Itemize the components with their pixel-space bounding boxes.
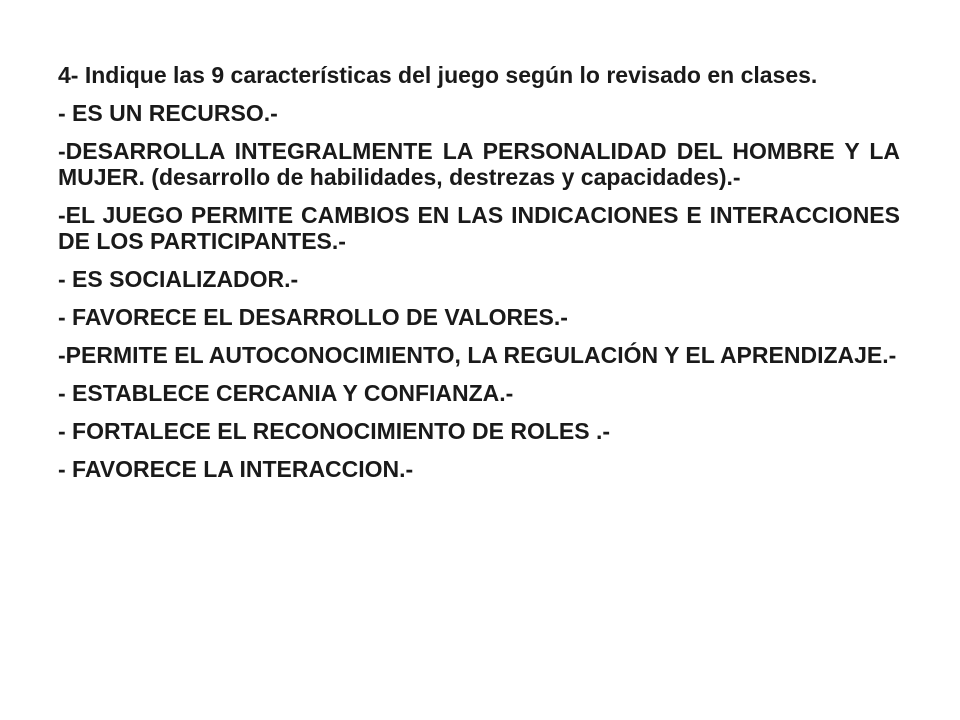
characteristic-item: - FAVORECE EL DESARROLLO DE VALORES.- xyxy=(58,304,568,330)
characteristic-item: -PERMITE EL AUTOCONOCIMIENTO, LA REGULACIÓN Y EL APRENDIZAJE.- xyxy=(58,342,897,368)
characteristic-item: - ES UN RECURSO.- xyxy=(58,100,278,126)
characteristic-item: - ESTABLECE CERCANIA Y CONFIANZA.- xyxy=(58,380,514,406)
slide-body xyxy=(58,62,900,494)
question-text: 4- Indique las 9 características del juego según lo revisado en clases. xyxy=(58,62,818,88)
characteristic-item: -DESARROLLA INTEGRALMENTE LA PERSONALIDAD DEL HOMBRE Y LA MUJER. (desarrollo de habilidades, destrezas y capacidades).- xyxy=(58,138,900,190)
characteristic-item: -EL JUEGO PERMITE CAMBIOS EN LAS INDICACIONES E INTERACCIONES DE LOS PARTICIPANTES.- xyxy=(58,202,900,254)
characteristic-item: - FORTALECE EL RECONOCIMIENTO DE ROLES .- xyxy=(58,418,611,444)
characteristic-item: - FAVORECE LA INTERACCION.- xyxy=(58,456,414,482)
characteristic-item: - ES SOCIALIZADOR.- xyxy=(58,266,299,292)
